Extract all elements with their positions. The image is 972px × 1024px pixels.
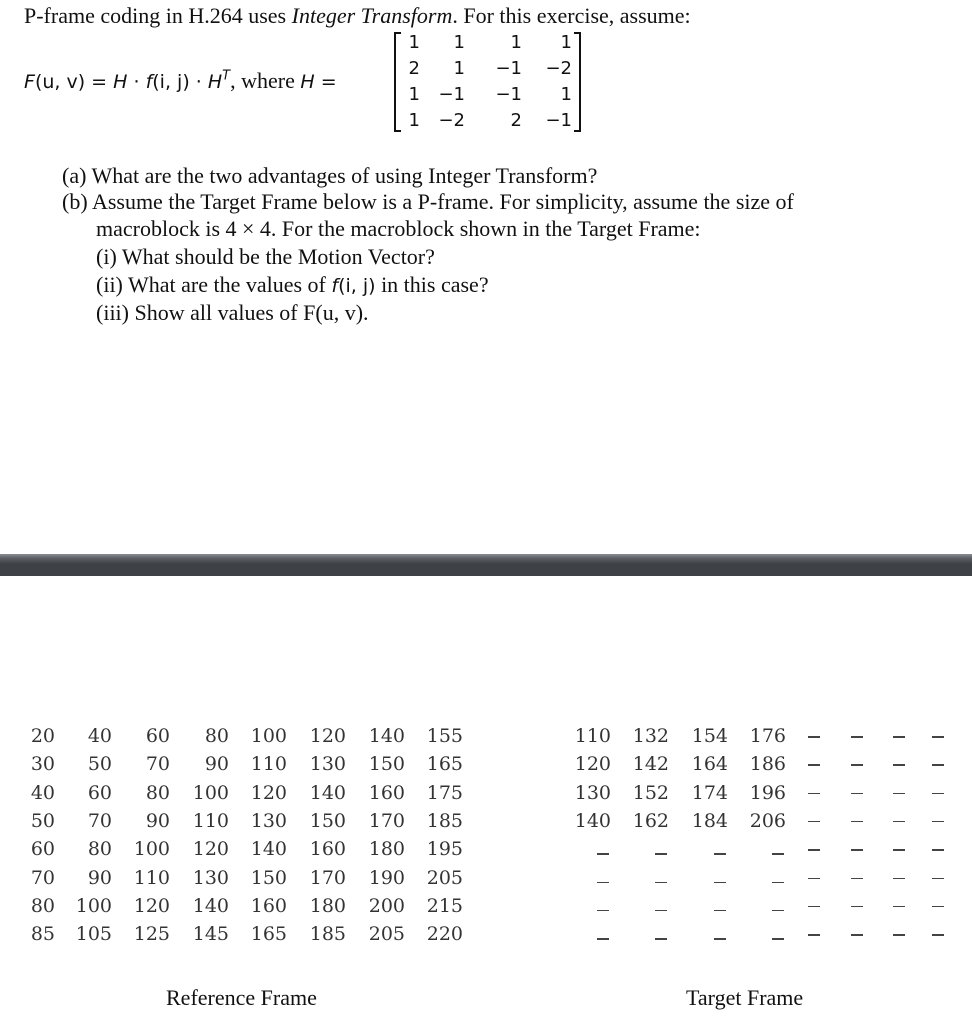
frame-cell: 206 <box>749 809 786 832</box>
empty-cell-mark <box>772 882 784 884</box>
intro-term: Integer Transform <box>291 3 453 28</box>
empty-cell-mark <box>597 853 609 855</box>
empty-cell-mark <box>932 793 944 795</box>
empty-cell-mark <box>851 878 863 880</box>
frame-cell: 60 <box>30 838 55 861</box>
question-b-line1: (b) Assume the Target Frame below is a P-frame. For simplicity, assume the size of <box>62 189 794 214</box>
frame-cell: 190 <box>368 866 405 889</box>
frame-cell: 150 <box>368 753 405 776</box>
frame-cell: 120 <box>250 781 287 804</box>
question-b-ii-ij: (i, j) <box>338 275 376 297</box>
formula-uv: (u, v) <box>34 71 86 93</box>
empty-cell-mark <box>597 910 609 912</box>
empty-cell-mark <box>932 736 944 738</box>
frame-cell: 110 <box>574 725 611 747</box>
section-divider <box>0 554 972 576</box>
frame-cell: 165 <box>250 923 287 946</box>
frame-cell: 152 <box>632 781 669 804</box>
frame-cell: 40 <box>87 725 112 747</box>
empty-cell-mark <box>808 764 820 766</box>
frame-cell: 70 <box>30 866 55 889</box>
question-b-ii <box>96 271 489 300</box>
intro-tail: . For this exercise, assume: <box>452 3 691 28</box>
frame-cell: 160 <box>368 781 405 804</box>
matrix-h-cell: 1 <box>510 32 522 53</box>
frame-cell: 205 <box>426 866 463 889</box>
formula-H2: H <box>207 71 223 93</box>
frame-cell: 185 <box>309 923 346 946</box>
frame-cell: 170 <box>309 866 346 889</box>
question-b-i: (i) What should be the Motion Vector? <box>96 244 435 269</box>
frame-cell: 110 <box>192 809 229 832</box>
frame-cell: 140 <box>309 781 346 804</box>
formula-H: H <box>113 71 128 93</box>
formula-eq: = <box>85 71 114 93</box>
empty-cell-mark <box>851 934 863 936</box>
empty-cell-mark <box>808 906 820 908</box>
empty-cell-mark <box>851 793 863 795</box>
frame-cell: 215 <box>426 894 463 917</box>
empty-cell-mark <box>597 938 609 940</box>
matrix-h-cell: 2 <box>408 58 420 79</box>
formula-where: , where <box>230 68 301 93</box>
question-a: (a) What are the two advantages of using Integer Transform? <box>62 163 598 188</box>
empty-cell-mark <box>851 849 863 851</box>
frame-cell: 205 <box>368 923 405 946</box>
matrix-h-cell: 1 <box>453 32 465 53</box>
frame-cell: 90 <box>87 866 112 889</box>
frame-cell: 164 <box>691 753 728 776</box>
frame-cell: 175 <box>426 781 463 804</box>
question-b-ii-f: f <box>331 275 339 297</box>
empty-cell-mark <box>655 938 667 940</box>
empty-cell-mark <box>772 938 784 940</box>
formula-f: f <box>145 71 153 93</box>
frame-cell: 140 <box>192 894 229 917</box>
question-b-ii-tail: in this case? <box>375 272 489 297</box>
empty-cell-mark <box>597 882 609 884</box>
frame-cell: 120 <box>574 753 611 776</box>
frame-cell: 140 <box>250 838 287 861</box>
frame-cell: 196 <box>749 781 786 804</box>
frame-cell: 195 <box>426 838 463 861</box>
frame-cell: 60 <box>145 725 170 747</box>
frame-cell: 150 <box>250 866 287 889</box>
empty-cell-mark <box>893 849 905 851</box>
frame-cell: 150 <box>309 809 346 832</box>
frame-cell: 155 <box>426 725 463 747</box>
frame-cell: 160 <box>250 894 287 917</box>
frame-cell: 40 <box>30 781 55 804</box>
empty-cell-mark <box>932 934 944 936</box>
frame-cell: 100 <box>250 725 287 747</box>
frame-cell: 60 <box>87 781 112 804</box>
frame-cell: 184 <box>691 809 728 832</box>
frame-cell: 120 <box>133 894 170 917</box>
question-b-iii: (iii) Show all values of F(u, v). <box>96 300 369 325</box>
empty-cell-mark <box>893 906 905 908</box>
frame-cell: 80 <box>30 894 55 917</box>
empty-cell-mark <box>893 793 905 795</box>
matrix-h-cell: −1 <box>495 84 522 105</box>
empty-cell-mark <box>714 882 726 884</box>
frame-cell: 145 <box>192 923 229 946</box>
empty-cell-mark <box>893 934 905 936</box>
frame-cell: 90 <box>204 753 229 776</box>
empty-cell-mark <box>655 853 667 855</box>
empty-cell-mark <box>932 821 944 823</box>
matrix-h-cell: 1 <box>408 32 420 53</box>
empty-cell-mark <box>772 853 784 855</box>
question-b-line2: macroblock is 4 × 4. For the macroblock shown in the Target Frame: <box>96 216 701 241</box>
formula-dot: · <box>127 71 146 93</box>
empty-cell-mark <box>714 910 726 912</box>
reference-frame-caption: Reference Frame <box>166 985 317 1010</box>
frame-cell: 30 <box>30 753 55 776</box>
frame-cell: 120 <box>192 838 229 861</box>
matrix-right-bracket <box>574 32 581 132</box>
empty-cell-mark <box>851 764 863 766</box>
matrix-h-cell: −2 <box>545 58 572 79</box>
frame-cell: 80 <box>145 781 170 804</box>
frame-cell: 162 <box>632 809 669 832</box>
target-frame-caption: Target Frame <box>686 985 804 1010</box>
empty-cell-mark <box>893 736 905 738</box>
frame-cell: 70 <box>145 753 170 776</box>
empty-cell-mark <box>808 878 820 880</box>
frame-cell: 180 <box>368 838 405 861</box>
empty-cell-mark <box>932 849 944 851</box>
empty-cell-mark <box>851 821 863 823</box>
empty-cell-mark <box>893 764 905 766</box>
frame-cell: 130 <box>574 781 611 804</box>
empty-cell-mark <box>655 910 667 912</box>
intro-lead: P-frame coding in H.264 uses <box>24 3 292 28</box>
frame-cell: 100 <box>75 894 112 917</box>
empty-cell-mark <box>714 853 726 855</box>
empty-cell-mark <box>851 736 863 738</box>
formula-H3: H <box>300 71 315 93</box>
formula-F: F <box>24 71 35 93</box>
frame-cell: 110 <box>133 866 170 889</box>
empty-cell-mark <box>808 934 820 936</box>
matrix-H <box>394 30 581 134</box>
formula-eq2: = <box>314 71 337 93</box>
question-b-ii-lead: (ii) What are the values of <box>96 272 332 297</box>
frame-cell: 140 <box>574 809 611 832</box>
matrix-h-cell: −1 <box>438 84 465 105</box>
empty-cell-mark <box>714 938 726 940</box>
empty-cell-mark <box>808 736 820 738</box>
matrix-h-cell: 1 <box>560 32 572 53</box>
frame-cell: 130 <box>309 753 346 776</box>
matrix-h-cell: 1 <box>453 58 465 79</box>
formula-dot2: · <box>189 71 208 93</box>
frame-cell: 50 <box>30 809 55 832</box>
frame-cell: 80 <box>87 838 112 861</box>
matrix-h-cell: 1 <box>560 84 572 105</box>
empty-cell-mark <box>932 764 944 766</box>
empty-cell-mark <box>932 906 944 908</box>
empty-cell-mark <box>655 882 667 884</box>
frame-cell: 174 <box>691 781 728 804</box>
frame-cell: 130 <box>192 866 229 889</box>
empty-cell-mark <box>851 906 863 908</box>
frame-cell: 20 <box>30 725 55 747</box>
frame-cell: 142 <box>632 753 669 776</box>
empty-cell-mark <box>932 878 944 880</box>
frame-cell: 170 <box>368 809 405 832</box>
empty-cell-mark <box>808 793 820 795</box>
frame-cell: 200 <box>368 894 405 917</box>
frame-cell: 160 <box>309 838 346 861</box>
frame-cell: 90 <box>145 809 170 832</box>
frame-cell: 154 <box>691 725 728 747</box>
frame-cell: 140 <box>368 725 405 747</box>
frame-cell: 100 <box>133 838 170 861</box>
matrix-h-cell: −2 <box>438 110 465 131</box>
frame-cell: 125 <box>133 923 170 946</box>
empty-cell-mark <box>893 878 905 880</box>
frame-cell: 110 <box>250 753 287 776</box>
matrix-h-cell: −1 <box>545 110 572 131</box>
frame-cell: 220 <box>426 923 463 946</box>
empty-cell-mark <box>808 821 820 823</box>
frame-cell: 50 <box>87 753 112 776</box>
frame-cell: 105 <box>75 923 112 946</box>
empty-cell-mark <box>893 821 905 823</box>
formula-ij: (i, j) <box>152 71 190 93</box>
frame-cell: 176 <box>749 725 786 747</box>
intro-text <box>24 3 691 29</box>
empty-cell-mark <box>772 910 784 912</box>
matrix-h-cell: 1 <box>408 110 420 131</box>
frame-cell: 100 <box>192 781 229 804</box>
empty-cell-mark <box>808 849 820 851</box>
frame-cell: 180 <box>309 894 346 917</box>
frame-cell: 186 <box>749 753 786 776</box>
frame-cell: 130 <box>250 809 287 832</box>
matrix-h-cell: −1 <box>495 58 522 79</box>
frame-cell: 85 <box>30 923 55 946</box>
matrix-h-cell: 1 <box>408 84 420 105</box>
frame-cell: 70 <box>87 809 112 832</box>
transform-formula <box>24 68 337 94</box>
frame-cell: 185 <box>426 809 463 832</box>
matrix-h-cell: 2 <box>510 110 522 131</box>
frame-cell: 120 <box>309 725 346 747</box>
frame-cell: 132 <box>632 725 669 747</box>
formula-transpose: T <box>222 68 231 84</box>
frame-cell: 80 <box>204 725 229 747</box>
frame-cell: 165 <box>426 753 463 776</box>
